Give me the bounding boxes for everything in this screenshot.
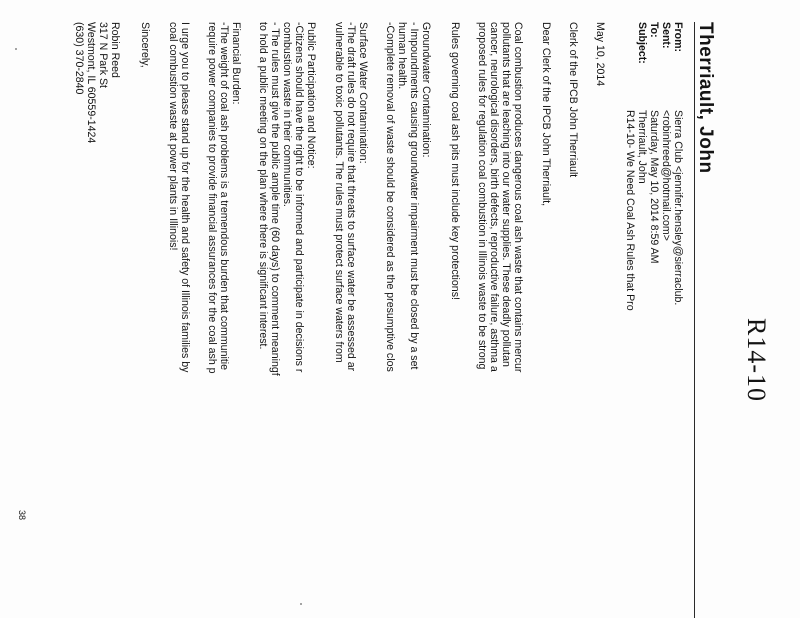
signature-line: Westmont, IL 60559-1424: [85, 22, 97, 144]
subject-label: Subject:: [636, 22, 648, 64]
salutation: Dear Clerk of the IPCB John Therriault,: [540, 22, 552, 207]
subject-value: Therriault, John: [636, 110, 648, 184]
intro-line: cancer, neurological disorders, birth defects, reproductive failure, asthma a: [488, 22, 500, 372]
financial-line: require power companies to provide financial assurances for the coal ash p: [206, 22, 218, 374]
participation-line: combustion waste in their communities.: [281, 22, 293, 207]
to-label: To:: [648, 22, 660, 38]
recipient-line: Clerk of the IPCB John Therriault: [567, 22, 579, 178]
signature-line: (630) 370-2840: [73, 22, 85, 95]
participation-line: - The rules must give the public ample time (60 days) to comment meaningf: [269, 22, 281, 376]
signoff: Sincerely,: [139, 22, 151, 68]
intro-line: pollutants that are leaching into our water supplies. These deadly pollutan: [500, 22, 512, 367]
surface-line: Surface Water Contamination:: [357, 22, 369, 164]
groundwater-line: -Complete removal of waste should be considered as the presumptive clos: [384, 22, 396, 372]
groundwater-line: - Impoundments causing groundwater impairment must be closed by a set: [408, 22, 420, 370]
signature-line: 317 N Park St: [97, 22, 109, 88]
groundwater-line: human health.: [396, 22, 408, 90]
from-value: Sierra Club <jennifer.hensley@sierraclub.: [672, 110, 684, 306]
header-divider: [694, 22, 695, 618]
surface-line: -The draft rules do not require that threats to surface water be assessed ar: [345, 22, 357, 372]
letter-date: May 10, 2014: [594, 22, 606, 87]
subject-extra: R14-10- We Need Coal Ash Rules that Pro: [624, 110, 636, 311]
signature-line: Robin Reed: [109, 22, 121, 78]
closing-plea-line: I urge you to please stand up for the health and safety of Illinois families by: [179, 22, 191, 373]
to-value: Saturday, May 10, 2014 8:59 AM: [648, 110, 660, 264]
intro-line: Coal combustion produces dangerous coal ash waste that contains mercur: [512, 22, 524, 373]
surface-line: vulnerable to toxic pollutants. The rules must protect surface waters from: [333, 22, 345, 363]
from-label: From:: [672, 22, 684, 53]
participation-line: to hold a public meeting on the plan where there is significant interest.: [257, 22, 269, 350]
participation-line: -Citizens should have the right to be informed and participate in decisions r: [293, 22, 305, 373]
groundwater-line: Groundwater Contamination:: [420, 22, 432, 158]
sent-label: Sent:: [660, 22, 672, 49]
scan-speck: [300, 603, 302, 605]
sender-name: Therriault, John: [695, 22, 716, 174]
financial-line: -The weight of coal ash problems is a tremendous burden that communitie: [218, 22, 230, 371]
intro-line: proposed rules for regulation coal combustion in Illinois waste to be strong: [476, 22, 488, 370]
page-number: 38: [17, 510, 27, 521]
sent-value: <robinhreed@hotmail.com>: [660, 110, 672, 241]
participation-line: Public Participation and Notice:: [305, 22, 317, 169]
rules-line: Rules governing coal ash pits must include key protections!: [449, 22, 461, 300]
scan-speck: [15, 48, 17, 50]
financial-line: Financial Burden:: [230, 22, 242, 105]
closing-plea-line: coal combustion waste at power plants in Illinois!: [167, 22, 179, 251]
document-id: R14-10: [742, 318, 771, 402]
